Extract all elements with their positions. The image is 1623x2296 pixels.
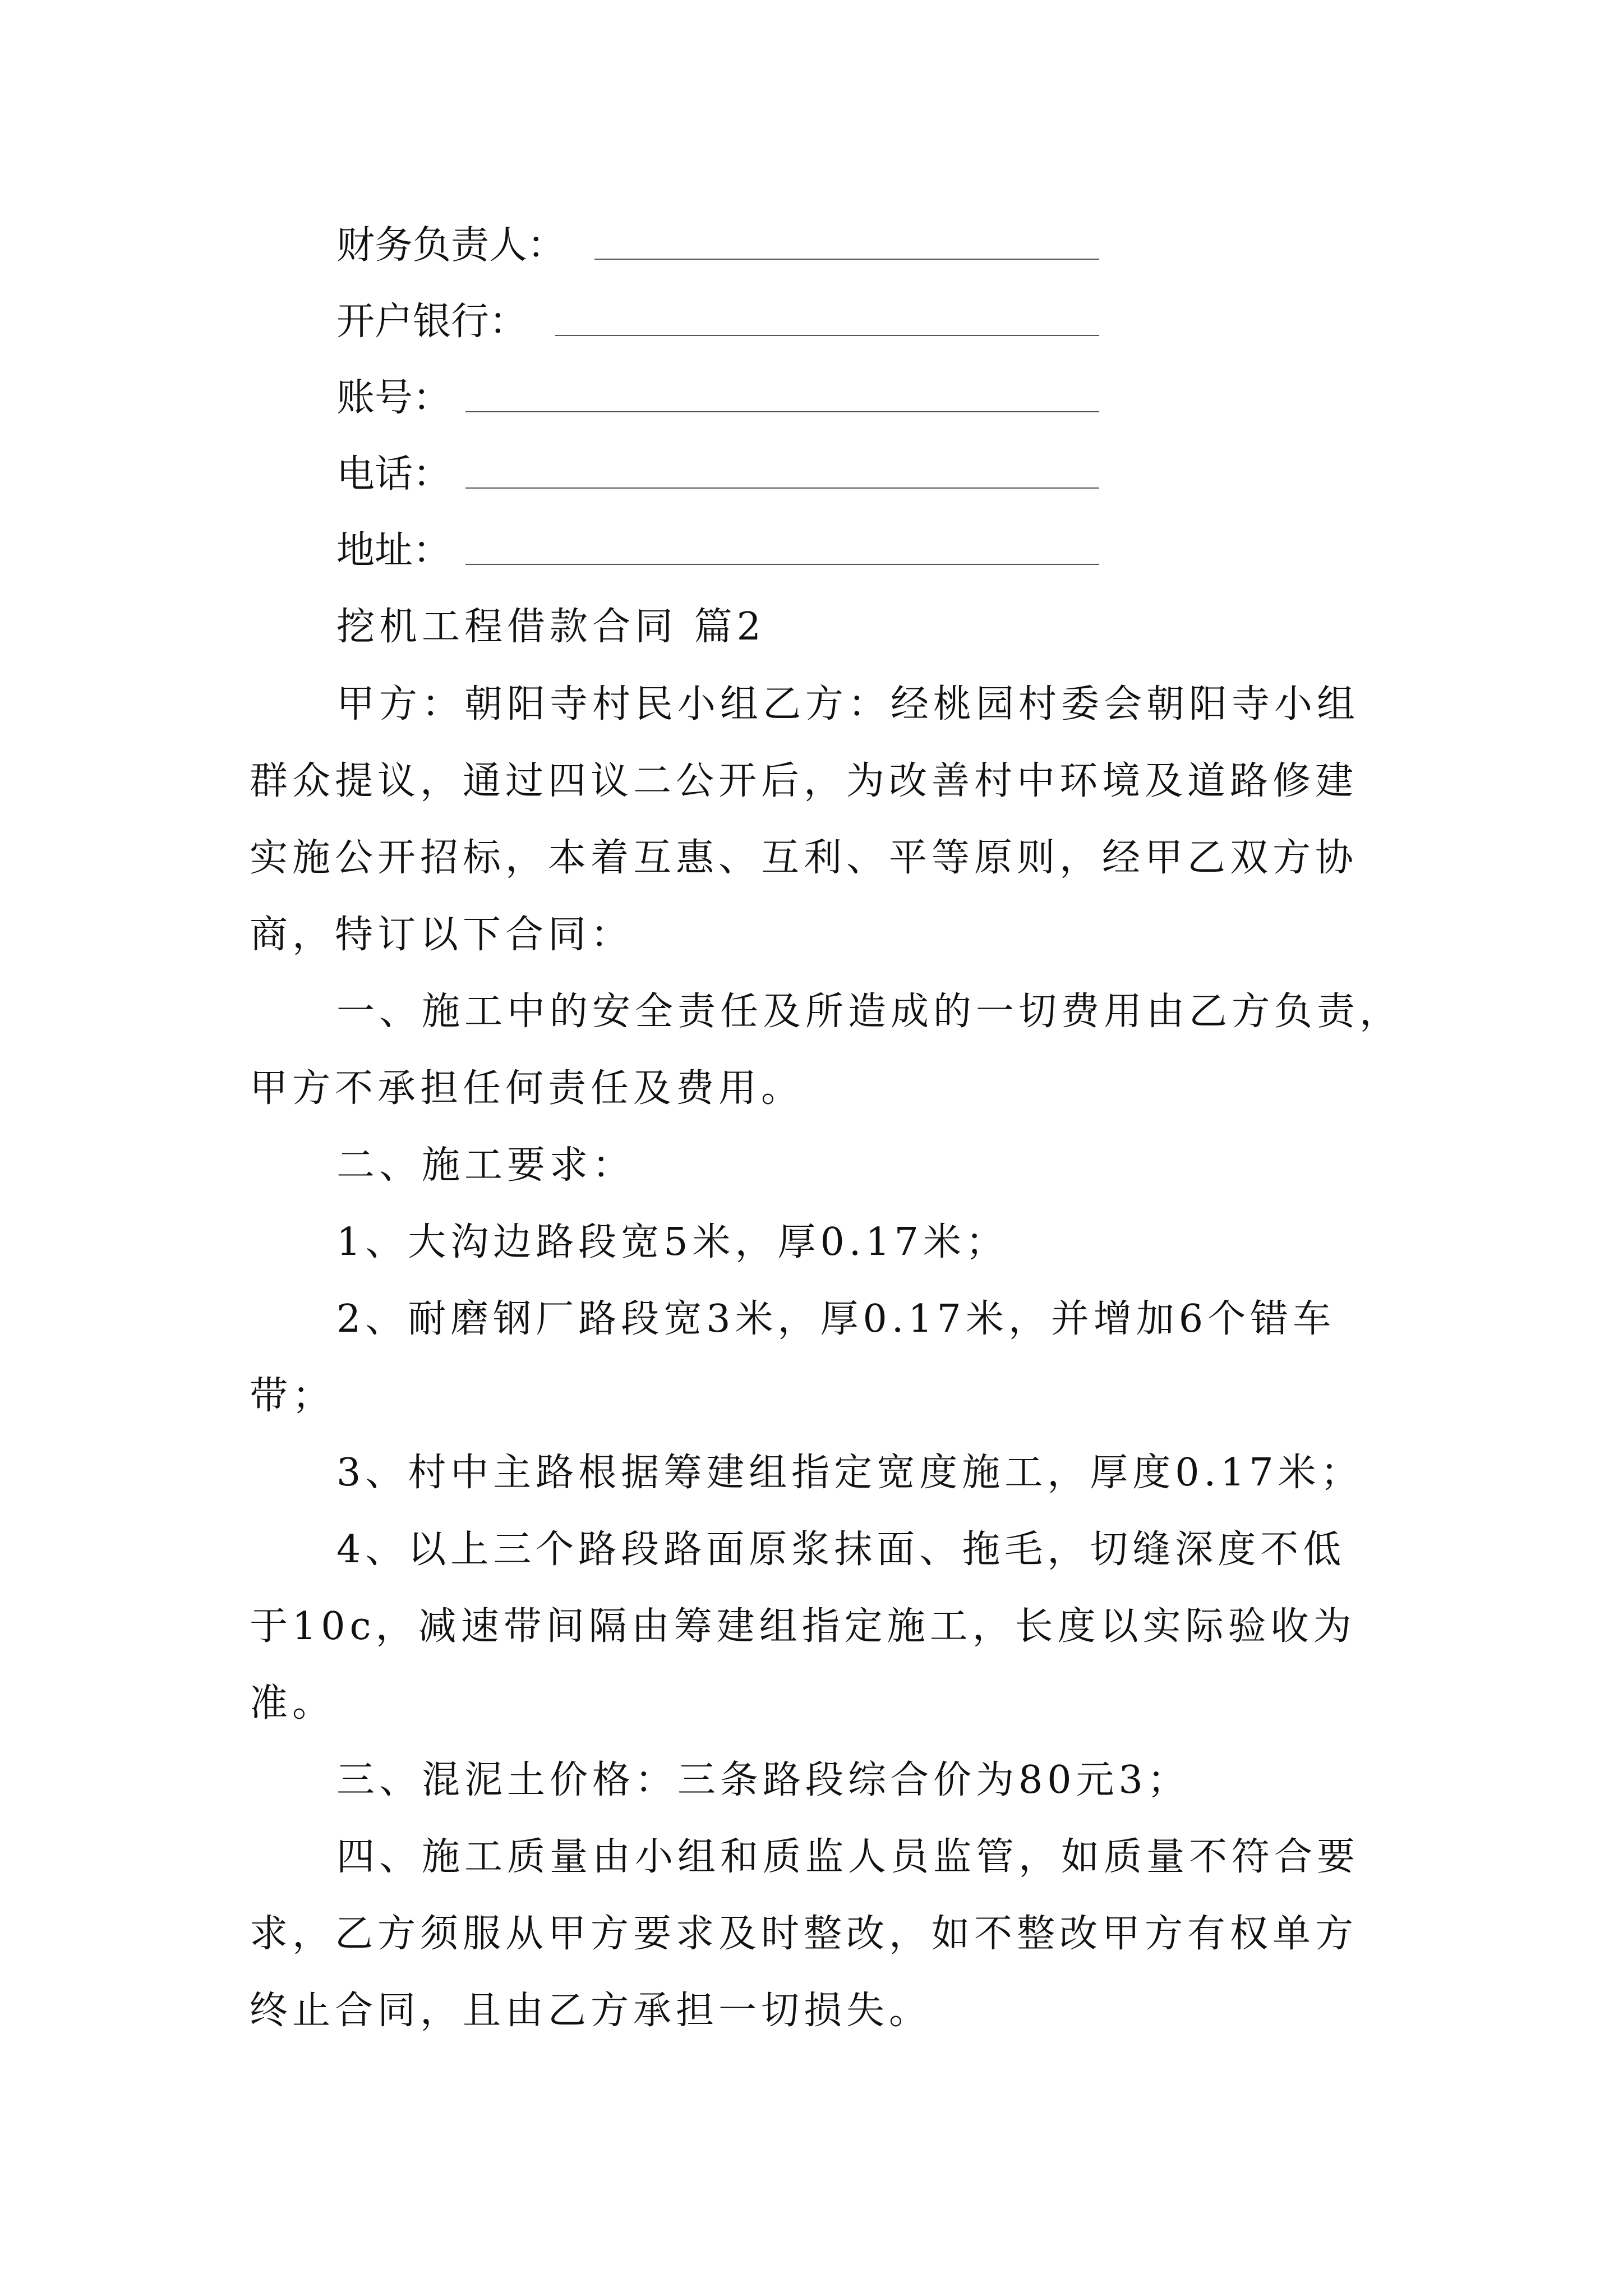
- blank-line: [594, 259, 1099, 260]
- text-line: 三、混泥土价格：三条路段综合价为80元3；: [336, 1758, 1190, 1802]
- text-line: 商，特订以下合同：: [250, 913, 634, 957]
- blank-line: [465, 411, 1099, 412]
- text-line: 3、村中主路根据筹建组指定宽度施工，厚度0.17米；: [336, 1451, 1363, 1495]
- field-label: 开户银行：: [336, 300, 528, 344]
- text-line: 2、耐磨钢厂路段宽3米，厚0.17米，并增加6个错车: [336, 1297, 1336, 1341]
- field-finance-manager: [336, 215, 1099, 277]
- text-line: 带；: [250, 1374, 335, 1418]
- blank-line: [465, 564, 1099, 565]
- field-address: [336, 520, 1099, 582]
- text-line: 甲方不承担任何责任及费用。: [250, 1066, 804, 1111]
- text-line: 4、以上三个路段路面原浆抹面、拖毛，切缝深度不低: [336, 1527, 1346, 1572]
- text-line: 求，乙方须服从甲方要求及时整改，如不整改甲方有权单方: [250, 1912, 1358, 1956]
- text-line: 二、施工要求：: [336, 1143, 635, 1188]
- blank-line: [555, 335, 1099, 336]
- section-heading: 挖机工程借款合同 篇2: [336, 605, 766, 649]
- field-bank: [336, 291, 1099, 353]
- text-line: 实施公开招标，本着互惠、互利、平等原则，经甲乙双方协: [250, 836, 1358, 880]
- text-line: 于10c，减速带间隔由筹建组指定施工，长度以实际验收为: [250, 1604, 1356, 1649]
- field-phone: [336, 444, 1099, 505]
- blank-line: [465, 487, 1099, 489]
- field-label: 电话：: [336, 452, 451, 496]
- text-line: 甲方：朝阳寺村民小组乙方：经桃园村委会朝阳寺小组: [336, 682, 1360, 726]
- field-label: 账号：: [336, 376, 451, 420]
- text-line: 四、施工质量由小组和质监人员监管，如质量不符合要: [336, 1835, 1360, 1879]
- text-line: 1、大沟边路段宽5米，厚0.17米；: [336, 1220, 1008, 1264]
- text-line: 准。: [250, 1681, 335, 1726]
- text-line: 一、施工中的安全责任及所造成的一切费用由乙方负责，: [336, 990, 1403, 1034]
- text-line: 群众提议，通过四议二公开后，为改善村中环境及道路修建: [250, 759, 1358, 803]
- field-label: 地址：: [336, 528, 451, 573]
- field-account: [336, 367, 1099, 429]
- field-label: 财务负责人：: [336, 223, 566, 268]
- text-line: 终止合同，且由乙方承担一切损失。: [250, 1989, 932, 2033]
